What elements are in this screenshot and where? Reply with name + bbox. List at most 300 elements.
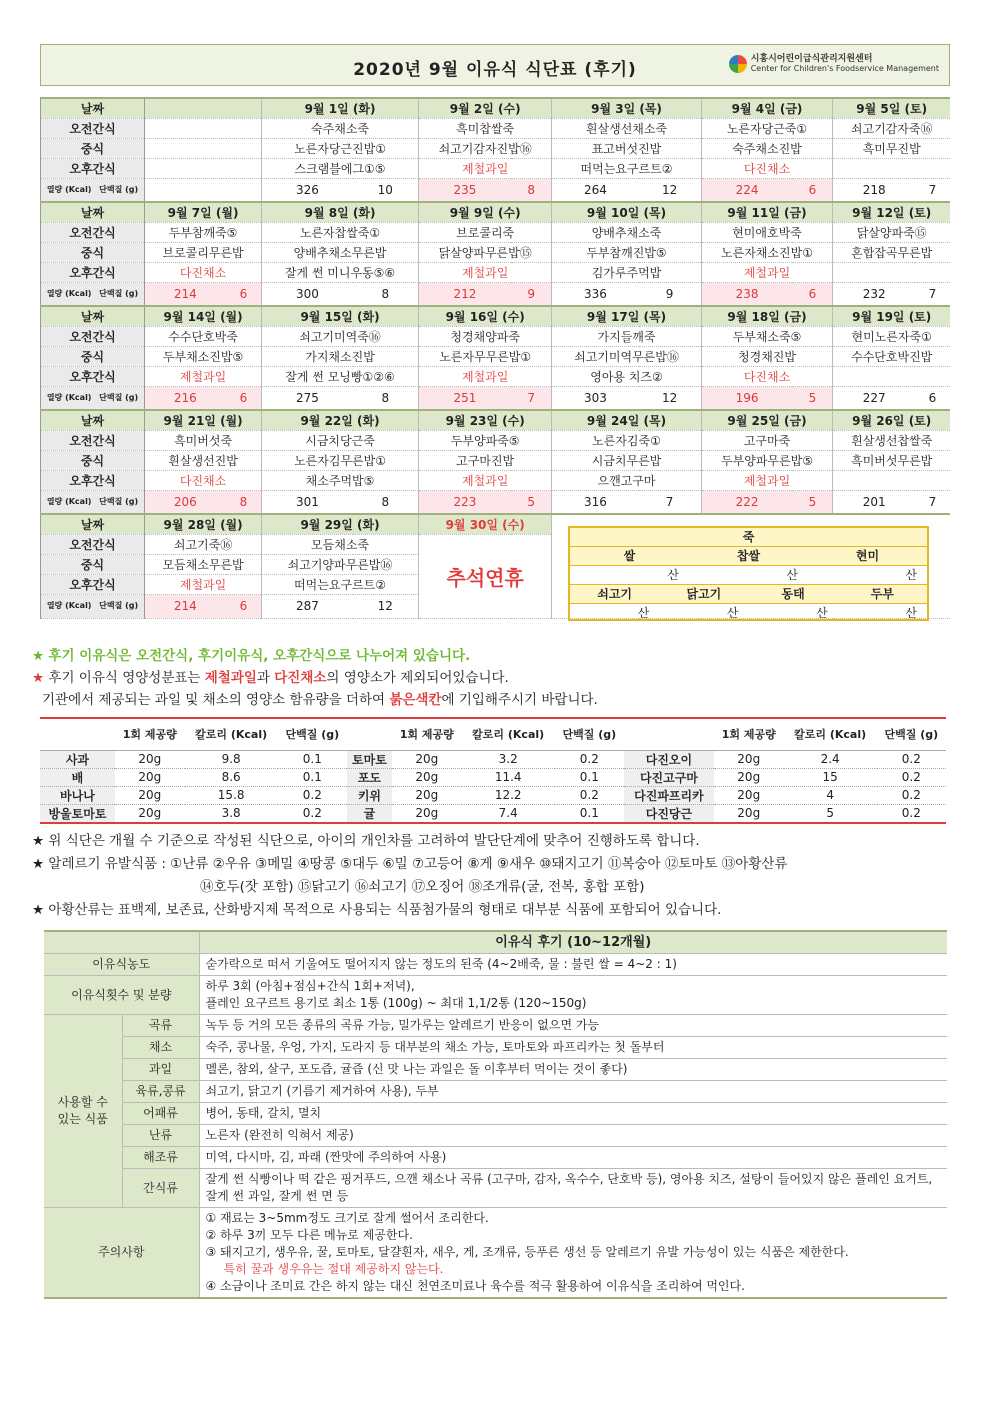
kcal-label: 열량 (Kcal) xyxy=(46,184,92,194)
juk-row xyxy=(570,566,927,585)
day-header: 9월 23일 (수) xyxy=(418,410,551,430)
meal-cell: 표고버섯진밥 xyxy=(552,138,701,158)
protein-value: 6 xyxy=(226,594,262,618)
day-header: 9월 19일 (토) xyxy=(833,306,950,326)
fruit-header: 1회 제공량 xyxy=(714,718,784,750)
day-header: 9월 7일 (월) xyxy=(145,202,262,222)
kcal-value: 336 xyxy=(552,282,639,306)
food-value: 쇠고기, 닭고기 (기름기 제거하여 사용), 두부 xyxy=(199,1081,947,1103)
meal-cell: 떠먹는요구르트② xyxy=(552,158,701,178)
nutrition-label-pair xyxy=(43,602,142,610)
protein-label: 단백질 (g) xyxy=(99,496,139,506)
meal-row xyxy=(41,430,951,450)
juk-protein: 두부 xyxy=(870,587,894,601)
guide-key: 이유식횟수 및 분량 xyxy=(44,976,199,1015)
meal-cell: 쇠고기감자진밥⑯ xyxy=(418,138,551,158)
meal-cell: 혼합잡곡무른밥 xyxy=(833,242,950,262)
day-header: 9월 26일 (토) xyxy=(833,410,950,430)
guide-line: 숟가락으로 떠서 기울여도 떨어지지 않는 정도의 된죽 (4~2배죽, 물 : 불린 쌀 = 4~2 : 1) xyxy=(205,957,677,971)
meal-cell: 노른자김무른밥① xyxy=(262,450,419,470)
day-header: 9월 3일 (목) xyxy=(552,98,701,118)
fruit-value: 0.2 xyxy=(555,750,624,768)
meal-cell xyxy=(145,158,262,178)
meal-cell: 채소주먹밥⑤ xyxy=(262,470,419,490)
fruit-value: 20g xyxy=(714,768,784,786)
protein-value: 7 xyxy=(639,490,702,514)
row-label: 중식 xyxy=(41,450,145,470)
fruit-table xyxy=(40,717,946,824)
meal-cell: 노른자당근죽① xyxy=(701,118,833,138)
meal-cell: 청경채양파죽 xyxy=(418,326,551,346)
protein-label: 단백질 (g) xyxy=(99,288,139,298)
fruit-row xyxy=(40,804,946,823)
meal-cell xyxy=(833,262,950,282)
meal-row xyxy=(41,366,951,386)
fruit-name: 포도 xyxy=(347,768,392,786)
fruit-name: 바나나 xyxy=(40,786,115,804)
fruit-value: 20g xyxy=(392,804,462,823)
meal-cell: 흰살생선찹쌀죽 xyxy=(833,430,950,450)
guide-table xyxy=(44,930,947,1299)
meal-cell: 흑미버섯무른밥 xyxy=(833,450,950,470)
food-key: 어패류 xyxy=(122,1103,199,1125)
meal-row xyxy=(41,470,951,490)
fruit-value: 0.1 xyxy=(555,804,624,823)
meal-cell: 브로콜리무른밥 xyxy=(145,242,262,262)
kcal-value: 238 xyxy=(701,282,792,306)
protein-value: 8 xyxy=(226,490,262,514)
food-value: 미역, 다시마, 김, 파래 (짠맛에 주의하여 사용) xyxy=(199,1147,947,1169)
row-label: 날짜 xyxy=(41,98,145,118)
note-b: ★ 알레르기 유발식품 : ①난류 ②우유 ③메밀 ④땅콩 ⑤대두 ⑥밀 ⑦고등어 ⑧게 ⑨새우 ⑩돼지고기 ⑪복숭아 ⑫토마토 ⑬아황산류 xyxy=(32,856,788,872)
day-header: 9월 14일 (월) xyxy=(145,306,262,326)
kcal-value: 264 xyxy=(552,178,639,202)
row-label: 중식 xyxy=(41,138,145,158)
meal-cell: 흑미버섯죽 xyxy=(145,430,262,450)
fruit-value: 20g xyxy=(392,750,462,768)
meal-cell: 쇠고기미역무른밥⑯ xyxy=(552,346,701,366)
guide-header-row xyxy=(44,931,947,954)
meal-cell: 제철과일 xyxy=(145,366,262,386)
fruit-header: 단백질 (g) xyxy=(278,718,347,750)
meal-cell: 두부양파무른밥⑤ xyxy=(701,450,833,470)
food-row xyxy=(44,1103,947,1125)
food-row xyxy=(44,1169,947,1208)
guide-header: 이유식 후기 (10~12개월) xyxy=(199,931,947,954)
fruit-value: 20g xyxy=(714,804,784,823)
juk-protein: 쇠고기 xyxy=(597,587,633,601)
meal-cell: 떠먹는요구르트② xyxy=(262,574,419,594)
meal-row xyxy=(41,450,951,470)
fruit-row xyxy=(40,750,946,768)
meal-cell: 두부채소죽⑤ xyxy=(701,326,833,346)
row-label: 날짜 xyxy=(41,306,145,326)
row-label: 날짜 xyxy=(41,202,145,222)
nutrition-label xyxy=(41,282,145,306)
fruit-header: 1회 제공량 xyxy=(392,718,462,750)
day-header: 9월 2일 (수) xyxy=(418,98,551,118)
note-c: ★ 아황산류는 표백제, 보존료, 산화방지제 목적으로 사용되는 식품첨가물의 형태로 대부분 식품에 포함되어 있습니다. xyxy=(32,902,722,918)
protein-value: 12 xyxy=(639,386,702,410)
meal-row xyxy=(41,158,951,178)
meal-cell: 두부양파죽⑤ xyxy=(418,430,551,450)
protein-value: 8 xyxy=(353,490,419,514)
kcal-value: 214 xyxy=(145,282,226,306)
meal-cell: 두부참깨죽⑤ xyxy=(145,222,262,242)
day-header: 9월 8일 (화) xyxy=(262,202,419,222)
protein-value: 9 xyxy=(511,282,552,306)
row-label: 중식 xyxy=(41,242,145,262)
nutrition-label-pair xyxy=(43,394,142,402)
meal-cell: 청경채진밥 xyxy=(701,346,833,366)
day-header: 9월 12일 (토) xyxy=(833,202,950,222)
meal-cell: 노른자김죽① xyxy=(552,430,701,450)
caution-list xyxy=(199,1208,947,1299)
row-label: 날짜 xyxy=(41,514,145,534)
food-key: 난류 xyxy=(122,1125,199,1147)
fruit-value: 20g xyxy=(115,768,185,786)
meal-cell: 흑미찹쌀죽 xyxy=(418,118,551,138)
day-header: 9월 28일 (월) xyxy=(145,514,262,534)
row-label: 오전간식 xyxy=(41,118,145,138)
kcal-value: 196 xyxy=(701,386,792,410)
meal-row xyxy=(41,262,951,282)
food-value: 노른자 (완전히 익혀서 제공) xyxy=(199,1125,947,1147)
day-header xyxy=(145,98,262,118)
juk-protein: 동태 xyxy=(781,587,805,601)
protein-value: 5 xyxy=(792,490,832,514)
row-label: 오전간식 xyxy=(41,430,145,450)
fruit-row xyxy=(40,768,946,786)
row-label: 오후간식 xyxy=(41,470,145,490)
fruit-value: 20g xyxy=(714,750,784,768)
fruit-value: 20g xyxy=(714,786,784,804)
nutrition-label-pair xyxy=(43,290,142,298)
kcal-value: 216 xyxy=(145,386,226,410)
meal-cell: 제철과일 xyxy=(418,262,551,282)
fruit-name: 다진고구마 xyxy=(624,768,714,786)
meal-cell: 가지채소진밥 xyxy=(262,346,419,366)
food-row xyxy=(44,1081,947,1103)
row-label: 중식 xyxy=(41,554,145,574)
kcal-value: 214 xyxy=(145,594,226,618)
fruit-name: 토마토 xyxy=(347,750,392,768)
day-header: 9월 21일 (월) xyxy=(145,410,262,430)
protein-value: 7 xyxy=(511,386,552,410)
meal-cell: 제철과일 xyxy=(145,574,262,594)
day-header: 9월 16일 (수) xyxy=(418,306,551,326)
food-key: 육류,콩류 xyxy=(122,1081,199,1103)
note-3: 기관에서 제공되는 과일 및 채소의 영양소 함유량을 더하여 붉은색칸에 기입해주시기 바랍니다. xyxy=(42,692,598,708)
fruit-name: 다진당근 xyxy=(624,804,714,823)
nutrition-row xyxy=(41,386,951,410)
fruit-value: 20g xyxy=(392,786,462,804)
row-label: 오후간식 xyxy=(41,366,145,386)
fruit-name-header xyxy=(347,718,392,750)
fruit-header: 1회 제공량 xyxy=(115,718,185,750)
meal-cell: 시금치무른밥 xyxy=(552,450,701,470)
nutrition-row xyxy=(41,282,951,306)
juk-legend xyxy=(568,526,929,621)
fruit-name: 키위 xyxy=(347,786,392,804)
day-header: 9월 11일 (금) xyxy=(701,202,833,222)
day-header: 9월 30일 (수) xyxy=(418,514,551,534)
meal-cell: 흰살생선진밥 xyxy=(145,450,262,470)
meal-cell xyxy=(833,366,950,386)
fruit-name: 배 xyxy=(40,768,115,786)
notes-top xyxy=(32,645,962,711)
fruit-value: 5 xyxy=(784,804,877,823)
food-key: 과일 xyxy=(122,1059,199,1081)
title-bar xyxy=(40,44,950,86)
guide-row xyxy=(44,976,947,1015)
juk-value: 산 xyxy=(786,568,798,582)
fruit-value: 0.2 xyxy=(278,804,347,823)
food-value: 멜론, 참외, 살구, 포도즙, 귤즙 (신 맛 나는 과일은 돌 이후부터 먹이는 것이 좋다) xyxy=(199,1059,947,1081)
protein-value: 12 xyxy=(639,178,702,202)
meal-cell: 제철과일 xyxy=(418,366,551,386)
protein-value: 8 xyxy=(353,282,419,306)
nutrition-row xyxy=(41,490,951,514)
kcal-value: 224 xyxy=(701,178,792,202)
day-header: 9월 17일 (목) xyxy=(552,306,701,326)
meal-cell: 다진채소 xyxy=(145,262,262,282)
meal-cell: 고구마진밥 xyxy=(418,450,551,470)
fruit-name: 다진파프리카 xyxy=(624,786,714,804)
juk-value: 산 xyxy=(905,568,917,582)
meal-cell: 쇠고기미역죽⑯ xyxy=(262,326,419,346)
meal-cell: 현미노른자죽① xyxy=(833,326,950,346)
fruit-name-header xyxy=(40,718,115,750)
kcal-label: 열량 (Kcal) xyxy=(46,392,92,402)
row-label: 오전간식 xyxy=(41,534,145,554)
meal-cell: 제철과일 xyxy=(701,470,833,490)
meal-cell: 제철과일 xyxy=(418,470,551,490)
meal-row xyxy=(41,242,951,262)
kcal-value: 206 xyxy=(145,490,226,514)
fruit-value: 0.2 xyxy=(555,786,624,804)
notes-bottom xyxy=(32,830,962,922)
fruit-value: 11.4 xyxy=(462,768,555,786)
kcal-value: 235 xyxy=(418,178,510,202)
meal-cell: 제철과일 xyxy=(418,158,551,178)
day-header: 9월 22일 (화) xyxy=(262,410,419,430)
meal-cell: 모듬채소무른밥 xyxy=(145,554,262,574)
guide-value xyxy=(199,976,947,1015)
fruit-header: 칼로리 (Kcal) xyxy=(462,718,555,750)
note-1: ★ 후기 이유식은 오전간식, 후기이유식, 오후간식으로 나누어져 있습니다. xyxy=(32,648,471,664)
protein-value: 7 xyxy=(915,490,950,514)
meal-cell: 잘게 썬 미니우동⑤⑥ xyxy=(262,262,419,282)
meal-cell: 모듬채소죽 xyxy=(262,534,419,554)
row-label: 오후간식 xyxy=(41,574,145,594)
protein-label: 단백질 (g) xyxy=(99,601,139,610)
row-label: 중식 xyxy=(41,346,145,366)
meal-cell: 양배추채소무른밥 xyxy=(262,242,419,262)
fruit-value: 4 xyxy=(784,786,877,804)
meal-cell: 쇠고기죽⑯ xyxy=(145,534,262,554)
fruit-value: 0.1 xyxy=(278,768,347,786)
meal-cell: 가지들깨죽 xyxy=(552,326,701,346)
holiday-label: 추석연휴 xyxy=(418,534,551,618)
food-group-label: 사용할 수 있는 식품 xyxy=(44,1015,122,1208)
day-row xyxy=(41,306,951,326)
day-header: 9월 25일 (금) xyxy=(701,410,833,430)
nutrition-row xyxy=(41,178,951,202)
day-header: 9월 5일 (토) xyxy=(833,98,950,118)
meal-cell: 닭살양파무른밥⑮ xyxy=(418,242,551,262)
star-icon: ★ xyxy=(32,670,45,686)
fruit-value: 3.8 xyxy=(185,804,278,823)
meal-cell: 두부참깨진밥⑤ xyxy=(552,242,701,262)
row-label: 오후간식 xyxy=(41,262,145,282)
star-icon: ★ xyxy=(32,648,45,664)
fruit-value: 20g xyxy=(392,768,462,786)
protein-value: 7 xyxy=(915,178,950,202)
day-row xyxy=(41,410,951,430)
food-row xyxy=(44,1125,947,1147)
food-value: 녹두 등 거의 모든 종류의 곡류 가능, 밀가루는 알레르기 반응이 없으면 가능 xyxy=(199,1015,947,1037)
fruit-value: 0.2 xyxy=(877,768,946,786)
guide-row xyxy=(44,954,947,976)
food-value: 잘게 썬 식빵이나 떡 같은 핑거푸드, 으깬 채소나 곡류 (고구마, 감자, 옥수수, 단호박 등), 영아용 치즈, 설탕이 들어있지 않은 플레인 요거트, 잘게 썬 과일, 잘게 썬 면 등 xyxy=(199,1169,947,1208)
meal-row xyxy=(41,222,951,242)
logo-name: 시흥시어린이급식관리지원센터 xyxy=(750,54,873,64)
juk-value: 산 xyxy=(816,606,828,620)
fruit-value: 15 xyxy=(784,768,877,786)
meal-cell xyxy=(145,138,262,158)
protein-value: 10 xyxy=(353,178,419,202)
fruit-value: 0.2 xyxy=(877,804,946,823)
fruit-name: 귤 xyxy=(347,804,392,823)
day-header: 9월 9일 (수) xyxy=(418,202,551,222)
food-key: 채소 xyxy=(122,1037,199,1059)
nutrition-label xyxy=(41,178,145,202)
row-label: 오후간식 xyxy=(41,158,145,178)
fruit-header-row xyxy=(40,718,946,750)
meal-cell: 고구마죽 xyxy=(701,430,833,450)
caution-item: ① 재료는 3~5mm정도 크기로 잘게 썰어서 조리한다. xyxy=(205,1211,489,1225)
juk-row xyxy=(570,585,927,604)
meal-cell: 두부채소진밥⑤ xyxy=(145,346,262,366)
logo-mark-icon xyxy=(729,55,747,73)
caution-item: ③ 돼지고기, 생우유, 꿀, 토마토, 달걀흰자, 새우, 게, 조개류, 등푸른 생선 등 알레르기 유발 가능성이 있는 식품은 제한한다. xyxy=(205,1245,849,1259)
juk-grain: 찹쌀 xyxy=(736,549,761,563)
meal-cell: 다진채소 xyxy=(701,158,833,178)
fruit-value: 20g xyxy=(115,786,185,804)
protein-label: 단백질 (g) xyxy=(99,392,139,402)
protein-value: 6 xyxy=(792,178,832,202)
juk-row xyxy=(570,604,927,623)
caution-item: 특히 꿀과 생우유는 절대 제공하지 않는다. xyxy=(223,1262,444,1276)
protein-value: 6 xyxy=(915,386,950,410)
meal-row xyxy=(41,346,951,366)
guide-line: 플레인 요구르트 용기로 최소 1통 (100g) ~ 최대 1,1/2통 (120~150g) xyxy=(205,996,587,1010)
meal-cell: 숙주채소진밥 xyxy=(701,138,833,158)
juk-grain: 쌀 xyxy=(623,549,636,563)
day-row xyxy=(41,98,951,118)
meal-cell: 수수단호박죽 xyxy=(145,326,262,346)
food-value: 병어, 동태, 갈치, 멸치 xyxy=(199,1103,947,1125)
fruit-header: 단백질 (g) xyxy=(555,718,624,750)
meal-cell: 노른자무무른밥① xyxy=(418,346,551,366)
food-value: 숙주, 콩나물, 우엉, 가지, 도라지 등 대부분의 채소 가능, 토마토와 파프리카는 첫 돌부터 xyxy=(199,1037,947,1059)
fruit-value: 2.4 xyxy=(784,750,877,768)
meal-cell: 으깬고구마 xyxy=(552,470,701,490)
kcal-value: 275 xyxy=(262,386,353,410)
kcal-value: 232 xyxy=(833,282,915,306)
juk-value: 산 xyxy=(726,606,739,620)
fruit-value: 3.2 xyxy=(462,750,555,768)
meal-cell: 제철과일 xyxy=(701,262,833,282)
meal-cell: 브로콜리죽 xyxy=(418,222,551,242)
fruit-value: 15.8 xyxy=(185,786,278,804)
meal-cell: 쇠고기양파무른밥⑯ xyxy=(262,554,419,574)
kcal-value: 287 xyxy=(262,594,353,618)
meal-row xyxy=(41,138,951,158)
protein-value xyxy=(226,178,262,202)
nutrition-label xyxy=(41,594,145,618)
fruit-value: 9.8 xyxy=(185,750,278,768)
meal-cell: 노른자당근진밥① xyxy=(262,138,419,158)
kcal-value: 301 xyxy=(262,490,353,514)
meal-cell: 다진채소 xyxy=(701,366,833,386)
note-2: ★ 후기 이유식 영양성분표는 제철과일과 다진채소의 영양소가 제외되어있습니다. xyxy=(32,670,509,686)
meal-cell: 스크램블에그①⑤ xyxy=(262,158,419,178)
fruit-value: 0.2 xyxy=(877,750,946,768)
kcal-value: 300 xyxy=(262,282,353,306)
fruit-header: 단백질 (g) xyxy=(877,718,946,750)
note-a: ★ 위 식단은 개월 수 기준으로 작성된 식단으로, 아이의 개인차를 고려하여 발단단계에 맞추어 진행하도록 합니다. xyxy=(32,833,700,849)
fruit-value: 0.1 xyxy=(555,768,624,786)
guide-value xyxy=(199,954,947,976)
food-key: 간식류 xyxy=(122,1169,199,1208)
kcal-value: 222 xyxy=(701,490,792,514)
protein-value: 8 xyxy=(511,178,552,202)
note-b2: ⑭호두(잣 포함) ⑮닭고기 ⑯쇠고기 ⑰오징어 ⑱조개류(굴, 전복, 홍합 포함) xyxy=(200,879,645,895)
day-header: 9월 15일 (화) xyxy=(262,306,419,326)
nutrition-label xyxy=(41,386,145,410)
meal-cell: 흑미무진밥 xyxy=(833,138,950,158)
fruit-value: 12.2 xyxy=(462,786,555,804)
guide-line: 하루 3회 (아침+점심+간식 1회+저녁), xyxy=(205,979,415,993)
protein-value: 6 xyxy=(226,386,262,410)
protein-value: 6 xyxy=(226,282,262,306)
fruit-value: 0.1 xyxy=(278,750,347,768)
meal-cell xyxy=(833,470,950,490)
protein-label: 단백질 (g) xyxy=(99,184,139,194)
row-label: 오전간식 xyxy=(41,326,145,346)
juk-title: 죽 xyxy=(742,530,755,544)
food-row xyxy=(44,1147,947,1169)
meal-cell: 영아용 치즈② xyxy=(552,366,701,386)
meal-cell: 김가루주먹밥 xyxy=(552,262,701,282)
guide-header-blank xyxy=(44,931,199,954)
fruit-row xyxy=(40,786,946,804)
caution-label: 주의사항 xyxy=(44,1208,199,1299)
fruit-value: 8.6 xyxy=(185,768,278,786)
fruit-name: 사과 xyxy=(40,750,115,768)
nutrition-label-pair xyxy=(43,498,142,506)
kcal-value: 303 xyxy=(552,386,639,410)
page-title: 2020년 9월 이유식 식단표 (후기) xyxy=(353,60,637,80)
nutrition-label xyxy=(41,490,145,514)
kcal-value: 223 xyxy=(418,490,510,514)
nutrition-label-pair xyxy=(43,186,142,194)
protein-value: 12 xyxy=(353,594,419,618)
guide-key: 이유식농도 xyxy=(44,954,199,976)
day-header: 9월 4일 (금) xyxy=(701,98,833,118)
